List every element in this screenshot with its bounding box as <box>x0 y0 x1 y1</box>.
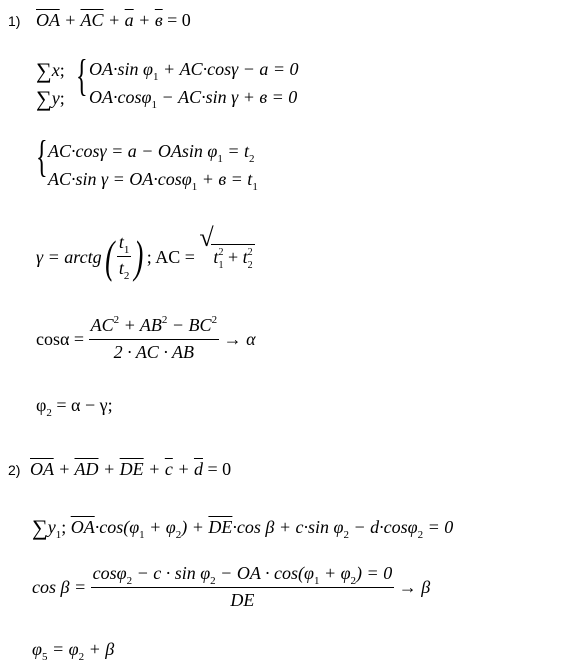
plus-sign: + <box>59 10 81 30</box>
plus-sign: + <box>103 10 125 30</box>
equation-text: OA·sin φ <box>89 59 153 79</box>
vector-oa: $\overline{OA}$ <box>30 459 54 479</box>
vector-c: $\overline{c}$ <box>164 459 173 479</box>
square-root: √ $t_1^2 + t_2^2$ <box>199 222 253 271</box>
section1-number: 1) <box>8 13 21 29</box>
numerator-term: ) = 0 <box>356 562 393 583</box>
equation-text: + AC·cosγ − a = 0 <box>158 59 299 79</box>
numerator-term: cosφ <box>92 562 127 583</box>
fraction-t1-t2 <box>117 231 132 282</box>
equation-text: φ <box>36 395 47 415</box>
equation-text: − AC·sin γ + в = 0 <box>156 87 298 107</box>
vector-de: $\overline{DE}$ <box>208 517 233 537</box>
denominator: 2 · AC · AB <box>113 341 194 362</box>
superscript: 2 <box>247 246 253 258</box>
numerator-term: − BC <box>167 314 212 335</box>
radicand-term: t <box>213 246 219 267</box>
equation-text: + в = t <box>197 169 253 189</box>
subscript: 1 <box>151 99 157 111</box>
sum-y-label <box>36 86 65 109</box>
equation-text: ; AC = <box>146 246 200 267</box>
subscript: 2 <box>126 574 133 587</box>
vector-v: в <box>154 10 163 30</box>
section1-vector-equation <box>36 9 191 31</box>
denominator: DE <box>230 589 255 610</box>
plus-sign: + <box>98 459 120 479</box>
plus-sign: + <box>172 459 194 479</box>
equation-text: + φ <box>144 517 176 537</box>
phi5-equation <box>32 638 114 663</box>
system2-line2 <box>48 168 258 193</box>
equation-text: OA·cosφ <box>89 87 152 107</box>
subscript: 2 <box>46 407 52 419</box>
equals-zero: = 0 <box>162 10 191 30</box>
vector-de: $\overline{DE}$ <box>119 459 144 479</box>
numerator-term: − OA · cos(φ <box>215 562 314 583</box>
subscript: 5 <box>41 651 48 663</box>
equation-text: AC·cosγ = a − OAsin φ <box>48 141 218 161</box>
equation-text: = t <box>222 141 249 161</box>
numerator: t <box>118 232 124 253</box>
subscript: 2 <box>249 153 255 165</box>
cos-beta-fraction <box>91 562 395 612</box>
cos-alpha-fraction <box>89 314 219 364</box>
section2-number: 2) <box>8 462 21 478</box>
vector-a: $\overline{a}$ <box>124 10 134 30</box>
subscript: 2 <box>123 270 130 283</box>
cos-beta-equation <box>32 560 430 612</box>
subscript: 2 <box>350 574 357 587</box>
left-paren: ( <box>104 230 114 282</box>
subscript: 2 <box>210 574 216 587</box>
subscript: 1 <box>313 574 320 587</box>
equation-text: ) + <box>181 517 209 537</box>
separator: ; <box>61 517 71 537</box>
gamma-equation <box>36 222 255 287</box>
subscript: 1 <box>218 259 224 271</box>
separator: ; <box>59 60 65 80</box>
equation-text: = 0 <box>423 517 454 537</box>
sum-symbol: ∑ <box>36 86 52 111</box>
subscript: 1 <box>191 181 198 193</box>
vector-oa: $\overline{OA}$ <box>70 517 95 537</box>
vector-oa: $\overline{OA}$ <box>36 10 60 30</box>
subscript: 1 <box>252 181 258 193</box>
numerator-term: − c · sin φ <box>132 562 211 583</box>
sum-x-label <box>36 58 65 81</box>
sum-variable: y <box>51 88 60 108</box>
cos-alpha-equation <box>36 312 256 364</box>
superscript: 2 <box>161 313 168 326</box>
sum-variable: y <box>47 517 56 537</box>
equation-text: cos β = <box>32 576 91 597</box>
subscript: 1 <box>123 244 130 257</box>
vector-d: $\overline{d}$ <box>193 459 203 479</box>
sum-variable: x <box>51 60 60 80</box>
system-brace-2: { <box>36 132 48 181</box>
denominator: t <box>118 258 124 279</box>
vector-ad: $\overline{AD}$ <box>74 459 99 479</box>
arrow-result: → α <box>219 328 256 349</box>
plus-sign: + <box>53 459 75 479</box>
arrow-result: → β <box>394 576 431 597</box>
plus-sign: + <box>133 10 155 30</box>
subscript: 1 <box>55 529 62 541</box>
subscript: 1 <box>152 71 159 83</box>
subscript: 2 <box>247 259 253 271</box>
system-brace: { <box>76 51 88 100</box>
sum-y1-equation <box>32 515 453 541</box>
right-paren: ) <box>134 230 144 282</box>
equation-text: + β <box>84 639 115 659</box>
subscript: 2 <box>78 651 85 663</box>
sum-y-equation <box>89 86 297 111</box>
equation-text: AC·sin γ = OA·cosφ <box>48 169 192 189</box>
superscript: 2 <box>218 246 224 258</box>
subscript: 1 <box>139 529 145 541</box>
equation-text: = φ <box>47 639 79 659</box>
subscript: 2 <box>175 529 182 541</box>
equation-text: ·cos(φ <box>94 517 140 537</box>
vector-ac: $\overline{AC}$ <box>80 10 104 30</box>
subscript: 2 <box>343 529 349 541</box>
subscript: 2 <box>417 529 424 541</box>
superscript: 2 <box>113 313 120 326</box>
radicand-term: t <box>242 246 248 267</box>
superscript: 2 <box>211 313 218 326</box>
equation-text: ·cos β + c·sin φ <box>232 517 344 537</box>
system2-line1 <box>48 140 255 165</box>
section2-vector-equation <box>30 458 231 480</box>
equation-text: φ <box>32 639 42 659</box>
plus-sign: + <box>143 459 165 479</box>
phi2-equation <box>36 394 113 419</box>
sum-symbol: ∑ <box>32 515 48 540</box>
sum-x-equation <box>89 58 299 83</box>
equals-zero: = 0 <box>202 459 232 479</box>
equation-text: γ = arctg <box>36 246 102 267</box>
equation-text: − d·cosφ <box>348 517 418 537</box>
equation-text: cosα = <box>36 328 89 349</box>
equation-text: = α − γ; <box>51 395 113 415</box>
separator: ; <box>59 88 65 108</box>
numerator-term: + AB <box>119 314 162 335</box>
plus-sign: + <box>223 246 243 267</box>
numerator-term: + φ <box>319 562 351 583</box>
subscript: 1 <box>217 153 223 165</box>
numerator-term: AC <box>90 314 114 335</box>
sum-symbol: ∑ <box>36 58 52 83</box>
